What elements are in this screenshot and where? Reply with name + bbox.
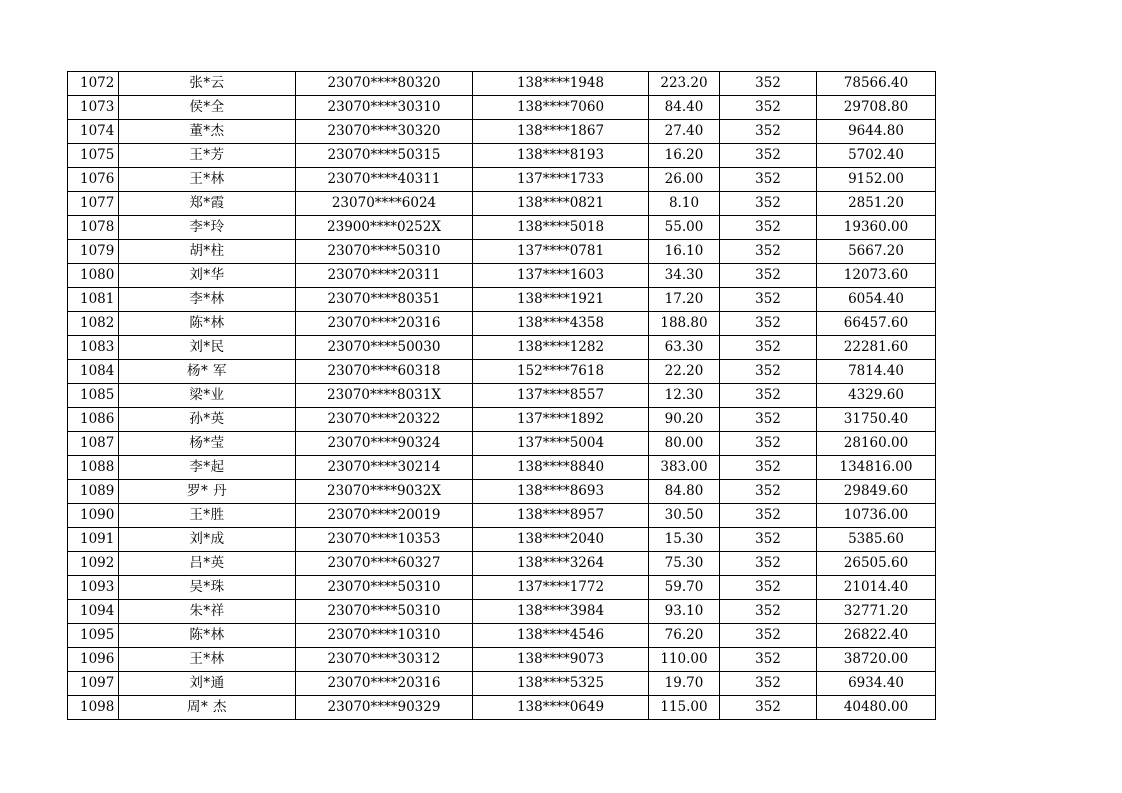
row-number-cell: 1087	[68, 432, 119, 456]
name-cell: 侯*全	[119, 96, 296, 120]
id-number-cell: 23070****50310	[296, 600, 473, 624]
unit-price-cell: 352	[720, 480, 817, 504]
area-cell: 115.00	[649, 696, 720, 720]
name-cell: 刘*华	[119, 264, 296, 288]
amount-cell: 21014.40	[817, 576, 936, 600]
area-cell: 12.30	[649, 384, 720, 408]
table-row	[68, 288, 936, 312]
phone-cell: 152****7618	[473, 360, 649, 384]
unit-price-cell: 352	[720, 696, 817, 720]
id-number-cell: 23070****30320	[296, 120, 473, 144]
name-cell: 杨*莹	[119, 432, 296, 456]
row-number-cell: 1072	[68, 72, 119, 96]
phone-cell: 138****0821	[473, 192, 649, 216]
row-number-cell: 1083	[68, 336, 119, 360]
name-cell: 李*林	[119, 288, 296, 312]
area-cell: 26.00	[649, 168, 720, 192]
unit-price-cell: 352	[720, 360, 817, 384]
phone-cell: 138****5018	[473, 216, 649, 240]
phone-cell: 138****2040	[473, 528, 649, 552]
table-row	[68, 192, 936, 216]
amount-cell: 4329.60	[817, 384, 936, 408]
row-number-cell: 1085	[68, 384, 119, 408]
amount-cell: 78566.40	[817, 72, 936, 96]
row-number-cell: 1080	[68, 264, 119, 288]
amount-cell: 134816.00	[817, 456, 936, 480]
area-cell: 63.30	[649, 336, 720, 360]
area-cell: 27.40	[649, 120, 720, 144]
amount-cell: 38720.00	[817, 648, 936, 672]
row-number-cell: 1097	[68, 672, 119, 696]
phone-cell: 137****0781	[473, 240, 649, 264]
table-row	[68, 336, 936, 360]
amount-cell: 9152.00	[817, 168, 936, 192]
row-number-cell: 1095	[68, 624, 119, 648]
id-number-cell: 23070****40311	[296, 168, 473, 192]
phone-cell: 138****3264	[473, 552, 649, 576]
name-cell: 董*杰	[119, 120, 296, 144]
amount-cell: 5385.60	[817, 528, 936, 552]
amount-cell: 32771.20	[817, 600, 936, 624]
phone-cell: 138****1948	[473, 72, 649, 96]
row-number-cell: 1093	[68, 576, 119, 600]
table-row	[68, 96, 936, 120]
table-body	[68, 72, 936, 720]
id-number-cell: 23070****50310	[296, 576, 473, 600]
area-cell: 223.20	[649, 72, 720, 96]
amount-cell: 10736.00	[817, 504, 936, 528]
id-number-cell: 23070****20322	[296, 408, 473, 432]
unit-price-cell: 352	[720, 408, 817, 432]
id-number-cell: 23070****30214	[296, 456, 473, 480]
unit-price-cell: 352	[720, 264, 817, 288]
amount-cell: 5667.20	[817, 240, 936, 264]
unit-price-cell: 352	[720, 144, 817, 168]
unit-price-cell: 352	[720, 672, 817, 696]
unit-price-cell: 352	[720, 120, 817, 144]
id-number-cell: 23070****10353	[296, 528, 473, 552]
name-cell: 王*胜	[119, 504, 296, 528]
name-cell: 王*林	[119, 168, 296, 192]
phone-cell: 138****8693	[473, 480, 649, 504]
row-number-cell: 1084	[68, 360, 119, 384]
name-cell: 吴*珠	[119, 576, 296, 600]
name-cell: 刘*通	[119, 672, 296, 696]
area-cell: 19.70	[649, 672, 720, 696]
amount-cell: 40480.00	[817, 696, 936, 720]
amount-cell: 6934.40	[817, 672, 936, 696]
unit-price-cell: 352	[720, 192, 817, 216]
table-row	[68, 384, 936, 408]
table-row	[68, 600, 936, 624]
area-cell: 59.70	[649, 576, 720, 600]
id-number-cell: 23070****8031X	[296, 384, 473, 408]
phone-cell: 138****8957	[473, 504, 649, 528]
unit-price-cell: 352	[720, 216, 817, 240]
table-row	[68, 456, 936, 480]
id-number-cell: 23070****50310	[296, 240, 473, 264]
area-cell: 17.20	[649, 288, 720, 312]
row-number-cell: 1078	[68, 216, 119, 240]
table-row	[68, 264, 936, 288]
name-cell: 刘*民	[119, 336, 296, 360]
unit-price-cell: 352	[720, 576, 817, 600]
phone-cell: 138****8840	[473, 456, 649, 480]
phone-cell: 138****3984	[473, 600, 649, 624]
row-number-cell: 1090	[68, 504, 119, 528]
id-number-cell: 23070****60318	[296, 360, 473, 384]
unit-price-cell: 352	[720, 648, 817, 672]
area-cell: 93.10	[649, 600, 720, 624]
phone-cell: 138****9073	[473, 648, 649, 672]
name-cell: 李*起	[119, 456, 296, 480]
id-number-cell: 23900****0252X	[296, 216, 473, 240]
table-row	[68, 672, 936, 696]
area-cell: 8.10	[649, 192, 720, 216]
name-cell: 陈*林	[119, 624, 296, 648]
area-cell: 84.80	[649, 480, 720, 504]
amount-cell: 22281.60	[817, 336, 936, 360]
amount-cell: 9644.80	[817, 120, 936, 144]
row-number-cell: 1079	[68, 240, 119, 264]
phone-cell: 137****1733	[473, 168, 649, 192]
amount-cell: 29708.80	[817, 96, 936, 120]
name-cell: 张*云	[119, 72, 296, 96]
id-number-cell: 23070****20311	[296, 264, 473, 288]
phone-cell: 138****8193	[473, 144, 649, 168]
id-number-cell: 23070****80351	[296, 288, 473, 312]
phone-cell: 138****4358	[473, 312, 649, 336]
row-number-cell: 1081	[68, 288, 119, 312]
amount-cell: 2851.20	[817, 192, 936, 216]
name-cell: 孙*英	[119, 408, 296, 432]
row-number-cell: 1094	[68, 600, 119, 624]
name-cell: 陈*林	[119, 312, 296, 336]
phone-cell: 137****8557	[473, 384, 649, 408]
phone-cell: 138****0649	[473, 696, 649, 720]
table-row	[68, 648, 936, 672]
table-row	[68, 552, 936, 576]
amount-cell: 26822.40	[817, 624, 936, 648]
row-number-cell: 1075	[68, 144, 119, 168]
area-cell: 188.80	[649, 312, 720, 336]
name-cell: 王*芳	[119, 144, 296, 168]
id-number-cell: 23070****60327	[296, 552, 473, 576]
area-cell: 76.20	[649, 624, 720, 648]
row-number-cell: 1096	[68, 648, 119, 672]
area-cell: 75.30	[649, 552, 720, 576]
unit-price-cell: 352	[720, 336, 817, 360]
area-cell: 16.10	[649, 240, 720, 264]
unit-price-cell: 352	[720, 624, 817, 648]
id-number-cell: 23070****90329	[296, 696, 473, 720]
table-row	[68, 408, 936, 432]
table-row	[68, 504, 936, 528]
phone-cell: 137****5004	[473, 432, 649, 456]
row-number-cell: 1088	[68, 456, 119, 480]
id-number-cell: 23070****20316	[296, 312, 473, 336]
name-cell: 周* 杰	[119, 696, 296, 720]
unit-price-cell: 352	[720, 552, 817, 576]
id-number-cell: 23070****9032X	[296, 480, 473, 504]
amount-cell: 31750.40	[817, 408, 936, 432]
phone-cell: 137****1772	[473, 576, 649, 600]
unit-price-cell: 352	[720, 96, 817, 120]
table-row	[68, 624, 936, 648]
area-cell: 383.00	[649, 456, 720, 480]
table-row	[68, 360, 936, 384]
unit-price-cell: 352	[720, 288, 817, 312]
unit-price-cell: 352	[720, 432, 817, 456]
id-number-cell: 23070****30312	[296, 648, 473, 672]
area-cell: 22.20	[649, 360, 720, 384]
table-row	[68, 216, 936, 240]
row-number-cell: 1098	[68, 696, 119, 720]
id-number-cell: 23070****20316	[296, 672, 473, 696]
area-cell: 90.20	[649, 408, 720, 432]
id-number-cell: 23070****90324	[296, 432, 473, 456]
area-cell: 80.00	[649, 432, 720, 456]
table-row	[68, 696, 936, 720]
name-cell: 杨* 军	[119, 360, 296, 384]
name-cell: 梁*业	[119, 384, 296, 408]
id-number-cell: 23070****20019	[296, 504, 473, 528]
table-row	[68, 432, 936, 456]
unit-price-cell: 352	[720, 312, 817, 336]
data-table	[67, 71, 936, 720]
table-row	[68, 72, 936, 96]
id-number-cell: 23070****30310	[296, 96, 473, 120]
row-number-cell: 1082	[68, 312, 119, 336]
table-row	[68, 144, 936, 168]
unit-price-cell: 352	[720, 384, 817, 408]
name-cell: 吕*英	[119, 552, 296, 576]
amount-cell: 6054.40	[817, 288, 936, 312]
amount-cell: 19360.00	[817, 216, 936, 240]
area-cell: 34.30	[649, 264, 720, 288]
row-number-cell: 1091	[68, 528, 119, 552]
row-number-cell: 1077	[68, 192, 119, 216]
id-number-cell: 23070****50315	[296, 144, 473, 168]
id-number-cell: 23070****10310	[296, 624, 473, 648]
name-cell: 李*玲	[119, 216, 296, 240]
area-cell: 30.50	[649, 504, 720, 528]
phone-cell: 138****1921	[473, 288, 649, 312]
table-row	[68, 240, 936, 264]
row-number-cell: 1076	[68, 168, 119, 192]
table-row	[68, 480, 936, 504]
phone-cell: 138****5325	[473, 672, 649, 696]
unit-price-cell: 352	[720, 240, 817, 264]
name-cell: 罗* 丹	[119, 480, 296, 504]
phone-cell: 138****4546	[473, 624, 649, 648]
unit-price-cell: 352	[720, 72, 817, 96]
name-cell: 刘*成	[119, 528, 296, 552]
table-row	[68, 576, 936, 600]
name-cell: 王*林	[119, 648, 296, 672]
unit-price-cell: 352	[720, 528, 817, 552]
table-row	[68, 168, 936, 192]
amount-cell: 12073.60	[817, 264, 936, 288]
row-number-cell: 1092	[68, 552, 119, 576]
id-number-cell: 23070****6024	[296, 192, 473, 216]
phone-cell: 137****1892	[473, 408, 649, 432]
unit-price-cell: 352	[720, 600, 817, 624]
table-row	[68, 528, 936, 552]
row-number-cell: 1086	[68, 408, 119, 432]
phone-cell: 138****1282	[473, 336, 649, 360]
table-row	[68, 312, 936, 336]
name-cell: 朱*祥	[119, 600, 296, 624]
name-cell: 郑*霞	[119, 192, 296, 216]
unit-price-cell: 352	[720, 456, 817, 480]
id-number-cell: 23070****50030	[296, 336, 473, 360]
area-cell: 55.00	[649, 216, 720, 240]
unit-price-cell: 352	[720, 168, 817, 192]
row-number-cell: 1089	[68, 480, 119, 504]
phone-cell: 137****1603	[473, 264, 649, 288]
phone-cell: 138****1867	[473, 120, 649, 144]
amount-cell: 28160.00	[817, 432, 936, 456]
unit-price-cell: 352	[720, 504, 817, 528]
area-cell: 84.40	[649, 96, 720, 120]
row-number-cell: 1073	[68, 96, 119, 120]
amount-cell: 7814.40	[817, 360, 936, 384]
amount-cell: 26505.60	[817, 552, 936, 576]
amount-cell: 66457.60	[817, 312, 936, 336]
phone-cell: 138****7060	[473, 96, 649, 120]
amount-cell: 5702.40	[817, 144, 936, 168]
id-number-cell: 23070****80320	[296, 72, 473, 96]
row-number-cell: 1074	[68, 120, 119, 144]
area-cell: 15.30	[649, 528, 720, 552]
area-cell: 16.20	[649, 144, 720, 168]
area-cell: 110.00	[649, 648, 720, 672]
table-row	[68, 120, 936, 144]
amount-cell: 29849.60	[817, 480, 936, 504]
name-cell: 胡*柱	[119, 240, 296, 264]
